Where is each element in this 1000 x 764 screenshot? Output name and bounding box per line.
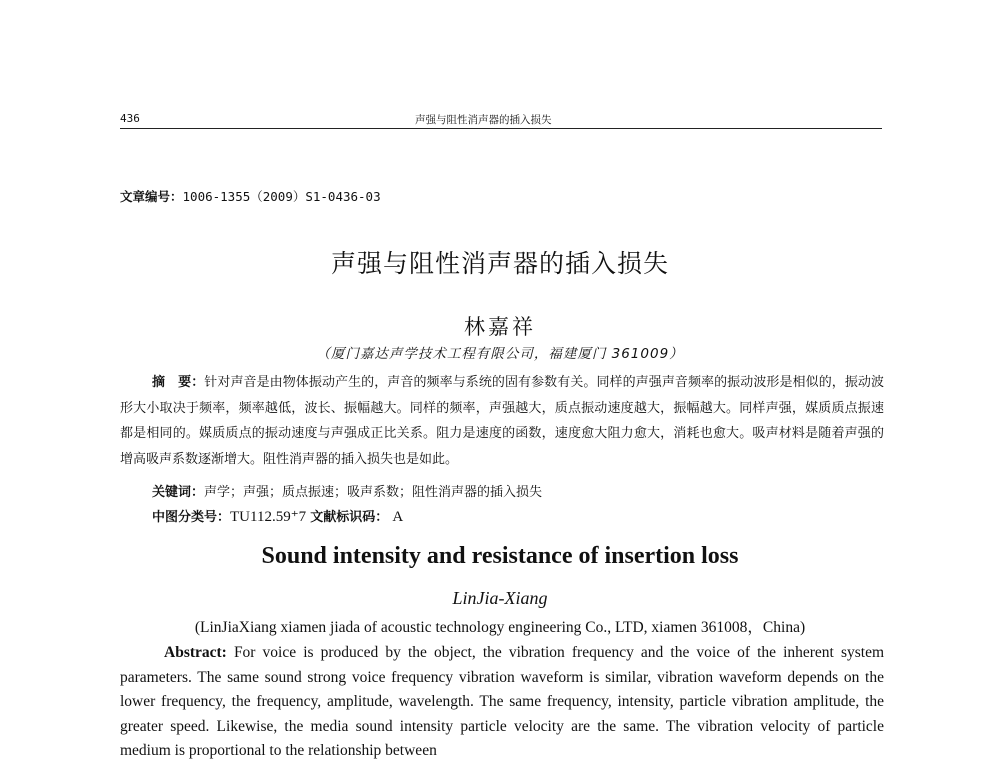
keywords-label: 关键词： [152, 485, 205, 500]
english-abstract [120, 641, 884, 764]
doc-code-value: A [392, 509, 404, 525]
page-number: 436 [120, 112, 140, 125]
classification-value: TU112.59⁺7 [230, 509, 307, 525]
chinese-abstract-label: 摘 要： [152, 375, 205, 390]
chinese-affiliation: （厦门嘉达声学技术工程有限公司，福建厦门 361009） [316, 346, 684, 362]
chinese-abstract-text: 针对声音是由物体振动产生的，声音的频率与系统的固有参数有关。同样的声强声音频率的振动波形是相似的，振动波形大小取决于频率，频率越低，波长、振幅越大。同样的频率，声强越大，质点振动速度越大，振幅越大。同样声强，媒质质点振速都是相同的。媒质质点的振动速度与声强成正比关系。阻力是速度的函数，速度愈大阻力愈大，消耗也愈大。吸声材料是随着声强的增高吸声系数逐渐增大。阻性消声器的插入损失也是如此。 [120, 375, 884, 467]
chinese-author: 林嘉祥 [464, 315, 536, 339]
running-header [120, 110, 882, 129]
classification-label: 中图分类号： [152, 510, 231, 525]
chinese-title: 声强与阻性消声器的插入损失 [330, 249, 669, 278]
article-number [120, 187, 381, 205]
article-number-label: 文章编号： [120, 189, 183, 204]
chinese-keywords [152, 481, 542, 500]
english-abstract-text: For voice is produced by the object, the vibration frequency and the voice of the inherent system parameters. The same sound strong voice frequency vibration waveform is similar, vibration waveform depends on the lower frequency, the frequency, amplitude, wavelength. The same frequency, intensity, particle vibration amplitude, the greater speed. Likewise, the media sound intensity particle velocity are the same. The vibration velocity of particle medium is proportional to the relationship between [120, 644, 885, 759]
english-abstract-label: Abstract: [164, 644, 227, 661]
english-author: LinJia-Xiang [452, 588, 548, 608]
article-number-value: 1006-1355（2009）S1-0436-03 [182, 189, 381, 204]
classification-line [152, 506, 403, 526]
chinese-abstract [120, 370, 884, 472]
running-title: 声强与阻性消声器的插入损失 [415, 114, 552, 126]
english-title: Sound intensity and resistance of insertion loss [261, 543, 739, 569]
english-affiliation: (LinJiaXiang xiamen jiada of acoustic technology engineering Co., LTD, xiamen 361008，China) [194, 619, 806, 636]
doc-code-label: 文献标识码： [310, 510, 389, 525]
keywords-value: 声学；声强；质点振速；吸声系数；阻性消声器的插入损失 [204, 485, 543, 500]
